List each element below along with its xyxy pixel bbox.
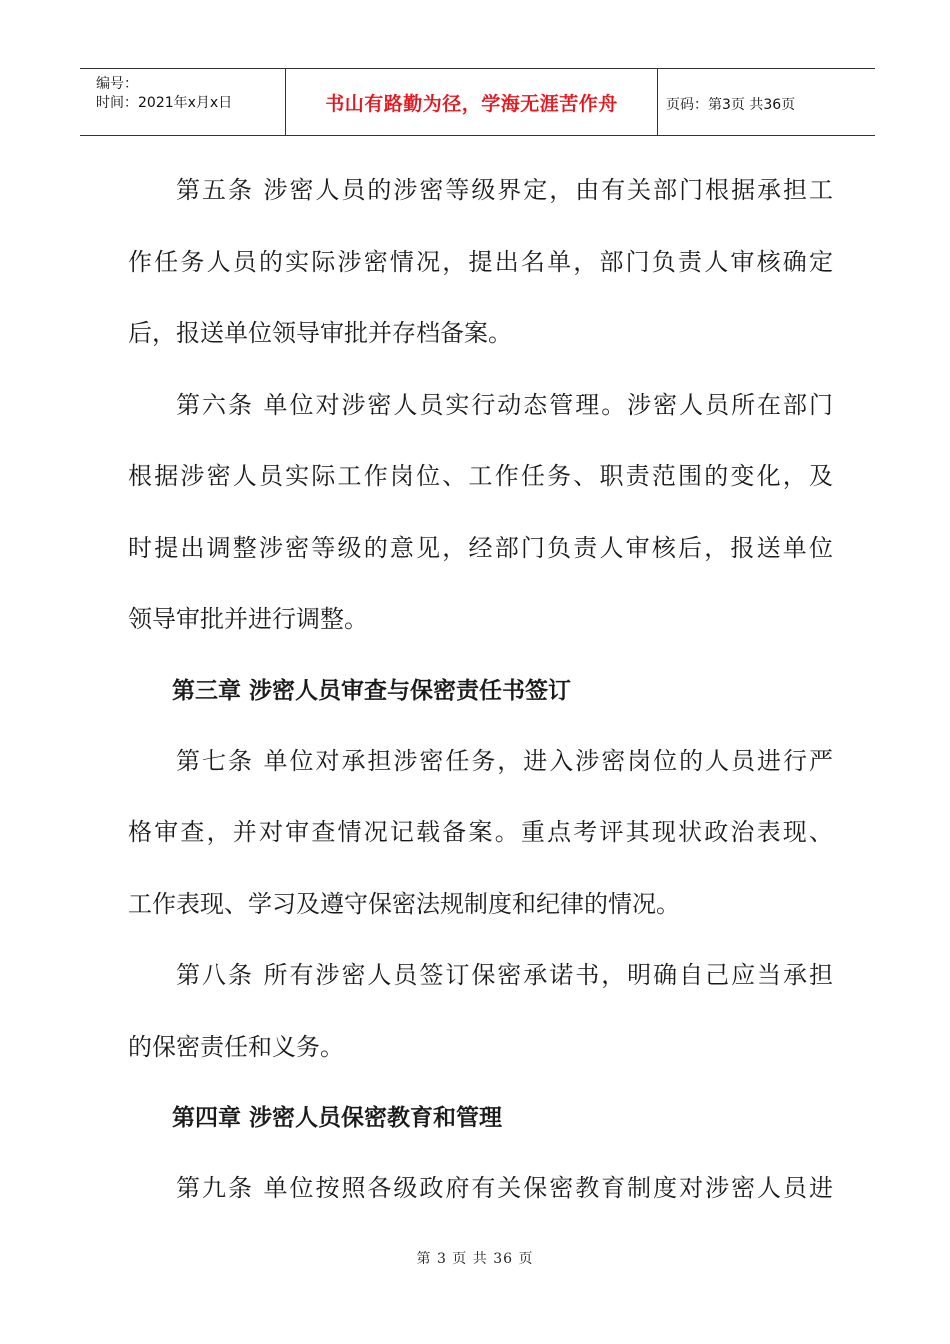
header-info-cell <box>80 69 286 135</box>
article-8-line-1: 第八条 所有涉密人员签订保密承诺书，明确自己应当承担 <box>176 961 833 989</box>
article-7-line-2: 格审查，并对审查情况记载备案。重点考评其现状政治表现、 <box>128 818 833 846</box>
article-7-line-3: 工作表现、学习及遵守保密法规制度和纪律的情况。 <box>128 889 680 918</box>
document-time-label: 时间：2021年x月x日 <box>96 95 233 111</box>
article-8-line-2: 的保密责任和义务。 <box>128 1032 344 1061</box>
article-6-line-3: 时提出调整涉密等级的意见，经部门负责人审核后，报送单位 <box>128 533 833 562</box>
document-number-label: 编号： <box>96 76 138 92</box>
article-5-line-2: 作任务人员的实际涉密情况，提出名单，部门负责人审核确定 <box>128 247 833 276</box>
chapter-4-heading: 第四章 涉密人员保密教育和管理 <box>172 1105 503 1131</box>
article-6-line-1: 第六条 单位对涉密人员实行动态管理。涉密人员所在部门 <box>176 390 833 419</box>
article-6-line-4: 领导审批并进行调整。 <box>128 605 368 633</box>
chapter-3-heading: 第三章 涉密人员审查与保密责任书签订 <box>172 677 572 704</box>
header-table <box>80 68 875 136</box>
article-5-line-3: 后，报送单位领导审批并存档备案。 <box>128 319 512 347</box>
document-body <box>128 155 833 1225</box>
article-5-line-1: 第五条 涉密人员的涉密等级界定，由有关部门根据承担工 <box>176 176 833 204</box>
article-7-line-1: 第七条 单位对承担涉密任务，进入涉密岗位的人员进行严 <box>176 746 833 775</box>
article-6-line-2: 根据涉密人员实际工作岗位、工作任务、职责范围的变化，及 <box>128 462 833 490</box>
article-9-line-1: 第九条 单位按照各级政府有关保密教育制度对涉密人员进 <box>176 1174 833 1202</box>
header-page-cell <box>658 69 875 135</box>
header-motto: 书山有路勤为径，学海无涯苦作舟 <box>325 92 618 115</box>
header-page-label: 页码：第3页 共36页 <box>666 97 796 113</box>
page-footer: 第 3 页 共 36 页 <box>416 1251 534 1267</box>
header-motto-cell <box>286 69 658 135</box>
